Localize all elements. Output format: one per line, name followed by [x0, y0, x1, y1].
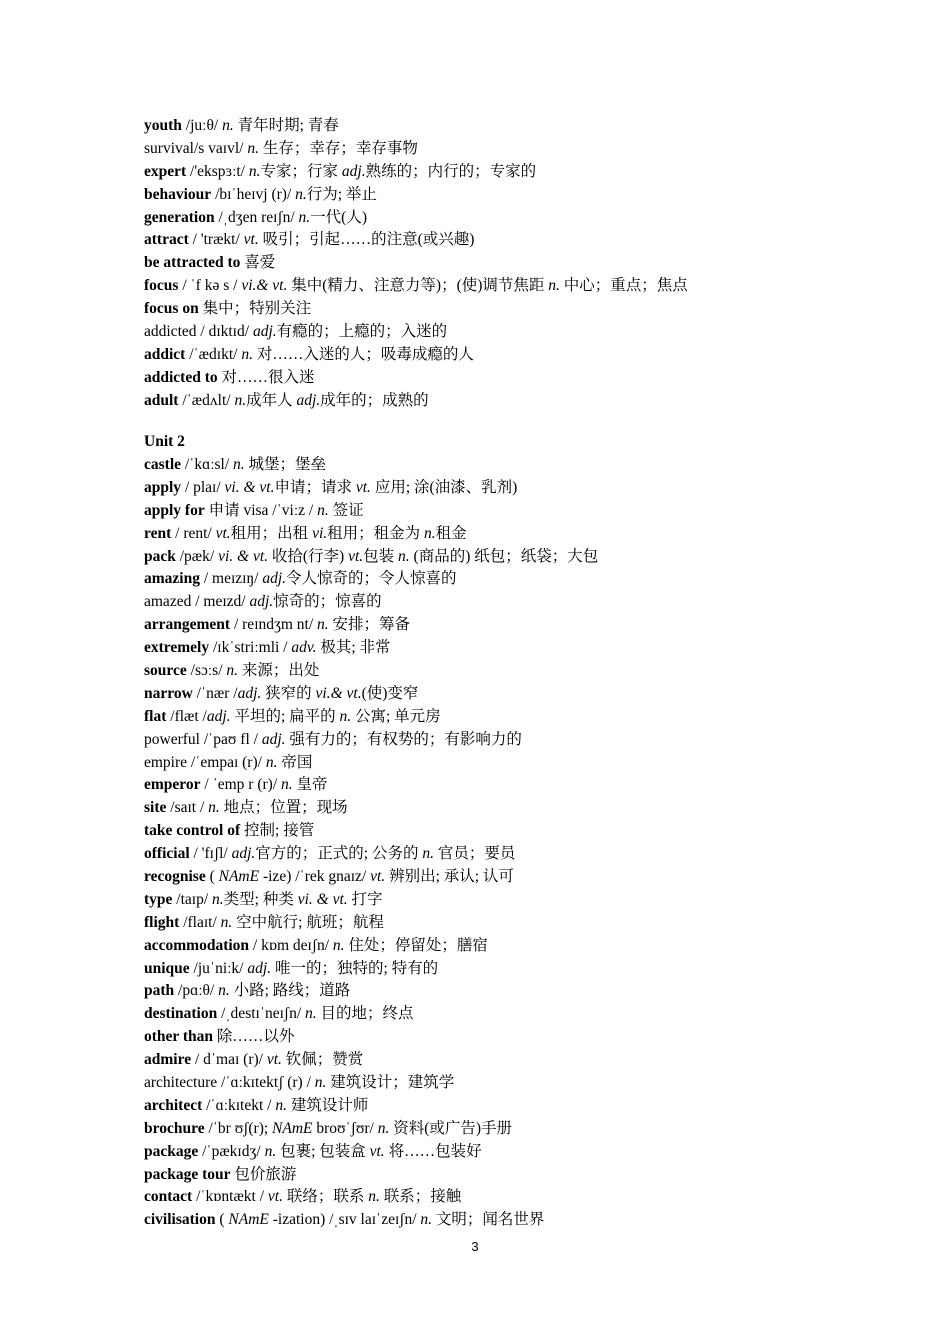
vocab-entry [144, 500, 844, 523]
vocab-headword: expert [144, 162, 187, 180]
vocab-entry [144, 1186, 844, 1209]
vocab-headword: destination [144, 1005, 218, 1023]
vocab-headword: package [144, 1142, 199, 1160]
vocab-headword: addict [144, 345, 186, 363]
vocab-headword: other than [144, 1028, 214, 1046]
vocab-entry [144, 275, 844, 298]
vocab-definition: /ˈpaʊ fl / adj. 强有力的；有权势的；有影响力的 [199, 730, 522, 748]
vocab-entry [144, 252, 844, 275]
vocab-entry [144, 683, 844, 706]
vocab-headword: architect [144, 1096, 203, 1114]
vocab-definition: /taɪp/ n.类型; 种类 vi. & vt. 打字 [172, 890, 383, 908]
vocab-entry [144, 390, 844, 413]
vocab-entry [144, 820, 844, 843]
vocab-entry [144, 1049, 844, 1072]
vocab-headword: amazing [144, 570, 200, 588]
vocab-headword: attract [144, 231, 189, 249]
vocab-entry [144, 958, 844, 981]
vocab-entry [144, 367, 844, 390]
vocab-entry [144, 1003, 844, 1026]
vocab-headword: type [144, 890, 173, 908]
vocab-definition: 集中；特别关注 [198, 300, 312, 318]
vocab-definition: ( NAmE -ization) /ˌsɪv laɪˈzeɪʃn/ n. 文明；闻名世界 [215, 1211, 545, 1229]
vocab-definition: /juˈniːk/ adj. 唯一的；独特的; 特有的 [189, 959, 439, 977]
vocab-headword: rent [144, 524, 172, 542]
vocab-definition: /ˈædʌlt/ n.成年人 adj.成年的；成熟的 [178, 391, 429, 409]
vocab-entry [144, 1209, 844, 1232]
vocab-entry [144, 660, 844, 683]
vocab-entry [144, 889, 844, 912]
vocab-definition: /saɪt / n. 地点；位置；现场 [166, 799, 348, 817]
vocab-headword: generation [144, 208, 215, 226]
vocab-headword: apply for [144, 501, 205, 519]
vocab-headword: architecture [144, 1074, 218, 1092]
unit-heading: Unit 2 [144, 433, 185, 451]
vocab-entry [144, 1026, 844, 1049]
vocab-entry [144, 138, 844, 161]
vocab-headword: recognise [144, 868, 206, 885]
vocab-headword: powerful [144, 730, 200, 748]
vocab-definition: / meɪzd/ adj.惊奇的；惊喜的 [191, 593, 382, 611]
vocab-entry [144, 980, 844, 1003]
vocab-definition: /'ekspɜːt/ n.专家；行家 adj.熟练的；内行的；专家的 [186, 162, 537, 180]
vocab-headword: survival [144, 139, 194, 157]
vocab-definition: /ˌdestɪˈneɪʃn/ n. 目的地；终点 [217, 1005, 414, 1023]
vocab-entry [144, 1164, 844, 1187]
vocab-headword: focus [144, 277, 179, 295]
vocab-headword: addicted [144, 323, 197, 341]
vocab-definition: /ˈnær /adj. 狭窄的 vi.& vt.(使)变窄 [192, 684, 419, 702]
vocab-definition: /flæt /adj. 平坦的; 扁平的 n. 公寓; 单元房 [166, 707, 441, 725]
vocab-definition: / reɪndʒm nt/ n. 安排；筹备 [230, 616, 411, 634]
vocab-entry [144, 729, 844, 752]
vocab-headword: focus on [144, 300, 199, 318]
vocab-definition: /ˈbr ʊʃ(r); NAmE broʊˈʃʊr/ n. 资料(或广告)手册 [204, 1119, 513, 1137]
vocab-definition: / dˈmaɪ (r)/ vt. 钦佩；赞赏 [191, 1051, 364, 1069]
vocab-definition: / meɪzɪŋ/ adj.令人惊奇的；令人惊喜的 [199, 570, 457, 588]
vocab-entry [144, 454, 844, 477]
vocab-headword: empire [144, 753, 188, 771]
vocab-definition: / dɪktɪd/ adj.有瘾的；上瘾的；入迷的 [196, 323, 448, 341]
vocab-definition: /s vaɪvl/ n. 生存；幸存；幸存事物 [193, 139, 418, 157]
vocab-entry [144, 774, 844, 797]
vocab-definition: /ˈempaɪ (r)/ n. 帝国 [187, 753, 313, 771]
vocab-entry [144, 546, 844, 569]
vocab-entry [144, 207, 844, 230]
vocab-entry [144, 1072, 844, 1095]
vocab-entry [144, 706, 844, 729]
vocabulary-section-unit-2 [144, 454, 844, 1232]
vocab-entry [144, 115, 844, 138]
vocab-entry [144, 912, 844, 935]
vocab-definition: 包价旅游 [230, 1165, 297, 1183]
vocab-headword: emperor [144, 776, 201, 794]
vocab-entry [144, 229, 844, 252]
vocab-headword: site [144, 799, 167, 817]
vocab-headword: source [144, 661, 187, 679]
vocab-entry [144, 637, 844, 660]
vocab-definition: 控制; 接管 [240, 822, 315, 840]
vocab-definition: /ˌdʒen reɪʃn/ n.一代(人) [214, 208, 367, 226]
vocab-definition: / ˈemp r (r)/ n. 皇帝 [200, 776, 328, 794]
vocab-headword: youth [144, 117, 182, 134]
vocab-definition: / ˈf kə s / vi.& vt. 集中(精力、注意力等)；(使)调节焦距 n. 中心；重点；焦点 [178, 277, 688, 295]
vocab-entry [144, 843, 844, 866]
vocab-definition: /pɑːθ/ n. 小路; 路线；道路 [174, 982, 351, 1000]
vocab-definition: /ˈpækɪdʒ/ n. 包裹; 包装盒 vt. 将……包装好 [198, 1142, 482, 1160]
vocab-definition: /pæk/ vi. & vt. 收拾(行李) vt.包装 n. (商品的) 纸包；纸袋；大包 [175, 547, 599, 565]
vocab-definition: /ˈkɒntækt / vt. 联络；联系 n. 联系；接触 [192, 1188, 462, 1206]
vocab-entry [144, 344, 844, 367]
vocab-entry [144, 184, 844, 207]
vocab-entry [144, 523, 844, 546]
vocab-definition: 对……很入迷 [217, 368, 315, 386]
vocabulary-list [144, 115, 844, 1232]
vocab-headword: package tour [144, 1165, 231, 1183]
vocab-headword: behaviour [144, 185, 212, 203]
vocab-headword: flat [144, 707, 167, 725]
vocab-definition: /ˈɑːkɪtektʃ (r) / n. 建筑设计；建筑学 [217, 1074, 455, 1092]
vocab-headword: brochure [144, 1119, 205, 1137]
vocabulary-section-unit-1 [144, 115, 844, 413]
vocab-headword: adult [144, 391, 179, 409]
vocab-definition: 申请 visa /ˈviːz / n. 签证 [204, 501, 364, 519]
vocab-definition: ( NAmE -ize) /ˈrek gnaɪz/ vt. 辨别出; 承认; 认可 [205, 868, 514, 885]
vocab-definition: / plaɪ/ vi. & vt.申请；请求 vt. 应用; 涂(油漆、乳剂) [181, 478, 518, 496]
vocab-headword: take control of [144, 822, 241, 840]
vocab-entry [144, 161, 844, 184]
vocab-headword: unique [144, 959, 190, 977]
vocab-headword: path [144, 982, 175, 1000]
vocab-definition: /flaɪt/ n. 空中航行; 航班；航程 [179, 913, 384, 931]
vocab-entry [144, 1095, 844, 1118]
vocab-definition: /bɪˈheɪvj (r)/ n.行为; 举止 [211, 185, 377, 203]
vocab-entry [144, 797, 844, 820]
section-spacer [144, 413, 844, 432]
page-number: 3 [471, 1239, 479, 1254]
vocab-headword: contact [144, 1188, 193, 1206]
vocab-definition: /ɪkˈstriːmli / adv. 极其; 非常 [209, 639, 391, 657]
vocab-definition: 喜爱 [240, 254, 276, 272]
vocab-headword: arrangement [144, 616, 231, 634]
vocab-headword: castle [144, 455, 182, 473]
vocab-definition: / 'fɪʃl/ adj.官方的；正式的; 公务的 n. 官员；要员 [189, 845, 516, 863]
vocab-entry [144, 752, 844, 775]
vocab-entry [144, 568, 844, 591]
vocab-definition: /ˈædɪkt/ n. 对……入迷的人；吸毒成瘾的人 [185, 345, 474, 363]
vocab-entry [144, 1141, 844, 1164]
vocab-headword: extremely [144, 639, 210, 657]
vocab-definition: /juːθ/ n. 青年时期; 青春 [181, 117, 339, 134]
vocab-headword: amazed [144, 593, 192, 611]
vocab-headword: narrow [144, 684, 193, 702]
vocab-headword: flight [144, 913, 180, 931]
vocab-definition: / kɒm deɪʃn/ n. 住处；停留处；膳宿 [249, 936, 488, 954]
vocab-entry [144, 298, 844, 321]
vocab-entry [144, 614, 844, 637]
vocab-headword: accommodation [144, 936, 250, 954]
vocab-entry [144, 1118, 844, 1141]
vocab-entry [144, 591, 844, 614]
vocab-headword: apply [144, 478, 182, 496]
vocab-headword: pack [144, 547, 176, 565]
vocab-entry [144, 477, 844, 500]
vocab-headword: official [144, 845, 190, 863]
vocab-definition: /ˈɑːkɪtekt / n. 建筑设计师 [202, 1096, 369, 1114]
vocab-entry [144, 935, 844, 958]
vocab-definition: / rent/ vt.租用；出租 vi.租用；租金为 n.租金 [171, 524, 467, 542]
vocab-headword: admire [144, 1051, 192, 1069]
vocab-entry [144, 321, 844, 344]
vocab-definition: /sɔːs/ n. 来源；出处 [186, 661, 320, 679]
vocab-headword: civilisation [144, 1211, 216, 1229]
vocab-definition: 除……以外 [213, 1028, 295, 1046]
vocab-headword: addicted to [144, 368, 218, 386]
vocab-headword: be attracted to [144, 254, 241, 272]
vocab-entry [144, 866, 844, 889]
vocab-definition: /ˈkɑːsl/ n. 城堡；堡垒 [181, 455, 327, 473]
vocab-definition: / 'trækt/ vt. 吸引；引起……的注意(或兴趣) [188, 231, 475, 249]
